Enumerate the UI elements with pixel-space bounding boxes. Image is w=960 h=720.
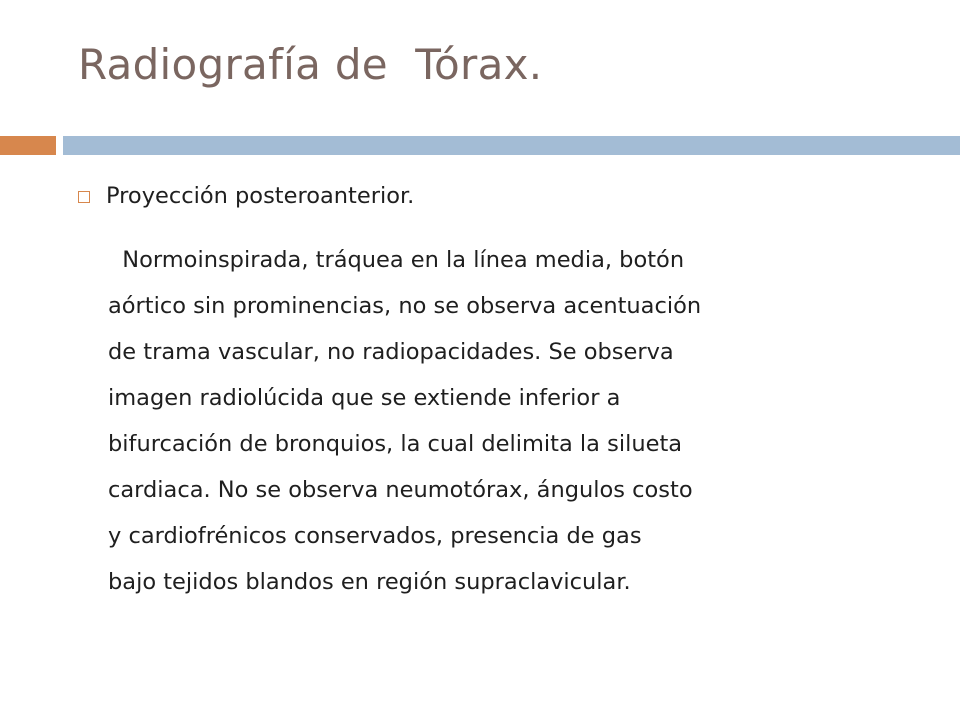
paragraph-line: imagen radiolúcida que se extiende inferior a bbox=[108, 385, 621, 411]
title-rule bbox=[63, 136, 960, 155]
paragraph-line: de trama vascular, no radiopacidades. Se observa bbox=[108, 339, 674, 365]
bullet-text: Proyección posteroanterior. bbox=[106, 183, 415, 209]
paragraph-line: bifurcación de bronquios, la cual delimita la silueta bbox=[108, 431, 683, 457]
paragraph-line: cardiaca. No se observa neumotórax, ángulos costo bbox=[108, 477, 693, 503]
bullet-item bbox=[78, 185, 414, 208]
title-rule-accent bbox=[0, 136, 56, 155]
findings-paragraph bbox=[108, 237, 701, 605]
paragraph-line: bajo tejidos blandos en región supraclavicular. bbox=[108, 569, 631, 595]
paragraph-line: Normoinspirada, tráquea en la línea media, botón bbox=[108, 247, 685, 273]
paragraph-line: aórtico sin prominencias, no se observa acentuación bbox=[108, 293, 702, 319]
slide-title: Radiografía de Tórax. bbox=[78, 40, 543, 89]
square-bullet-icon bbox=[78, 191, 90, 203]
paragraph-line: y cardiofrénicos conservados, presencia de gas bbox=[108, 523, 642, 549]
